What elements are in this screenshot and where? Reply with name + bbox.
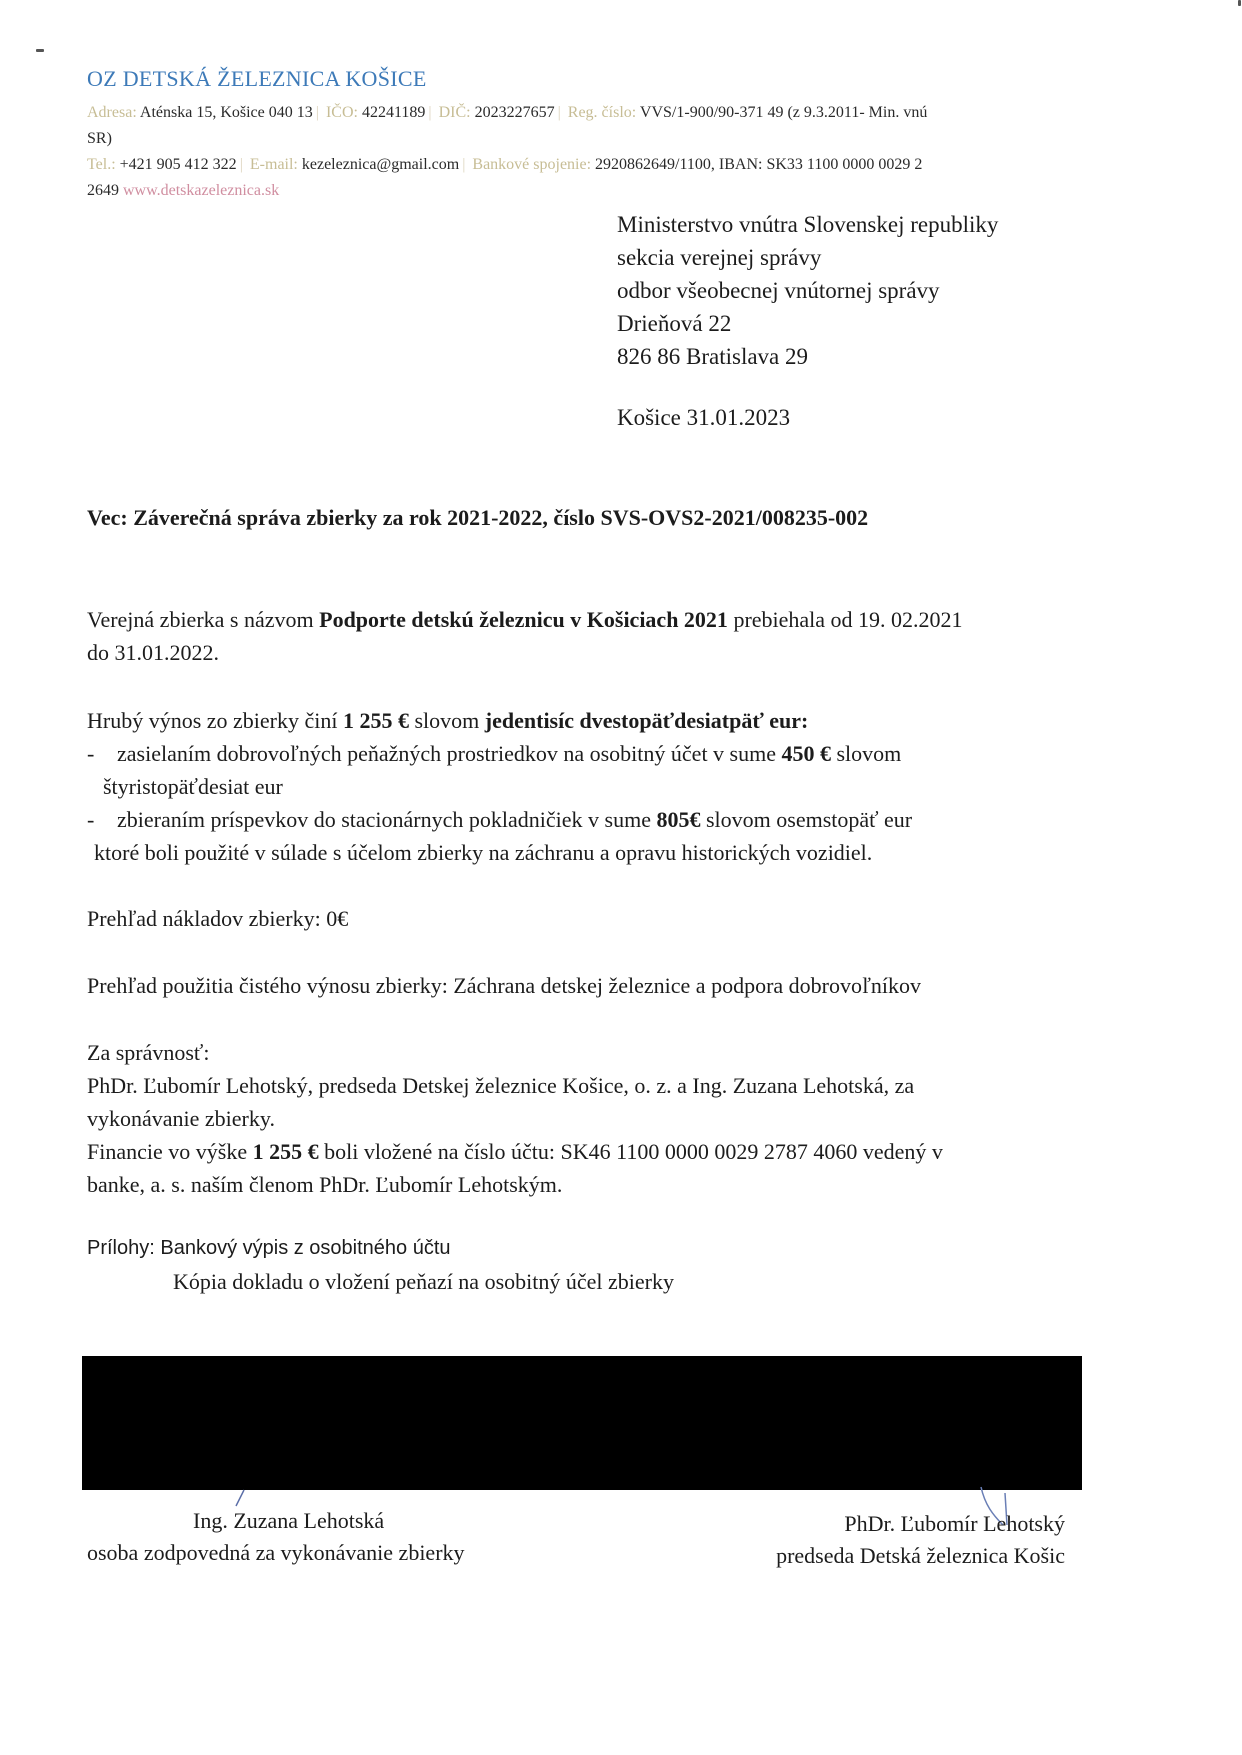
p1-date-end: do 31.01.2022.	[87, 640, 219, 665]
p2-text: Hrubý výnos zo zbierky činí	[87, 708, 343, 733]
reg-value: VVS/1-900/90-371 49 (z 9.3.2011- Min. vnú	[639, 104, 928, 121]
collection-name: Podporte detskú železnicu v Košiciach 2021	[319, 607, 728, 632]
subject-line: Vec: Záverečná správa zbierky za rok 2021-2022, číslo SVS-OVS2-2021/008235-002	[87, 505, 869, 530]
usage-sentence: ktoré boli použité v súlade s účelom zbierky na záchranu a opravu historických vozidiel.	[94, 840, 873, 865]
letterhead-line-4	[87, 178, 1107, 204]
attachments-label: Prílohy: Bankový výpis z osobitného účtu	[87, 1237, 451, 1259]
list-dash: -	[87, 807, 95, 832]
list-item	[87, 803, 1097, 836]
ico-label: IČO:	[325, 104, 358, 121]
address-label: Adresa:	[87, 104, 137, 121]
signer-name: Ing. Zuzana Lehotská	[193, 1508, 385, 1533]
letterhead-line-2	[87, 126, 1107, 152]
item2-text: zbieraním príspevkov do stacionárnych pokladničiek v sume	[117, 807, 657, 832]
recipient-line: Ministerstvo vnútra Slovenskej republiky	[617, 212, 999, 237]
bank-label: Bankové spojenie:	[472, 156, 592, 173]
reg-value-cont: SR)	[87, 130, 112, 147]
recipient-line: Drieňová 22	[617, 311, 732, 336]
deposited-amount: 1 255 €	[252, 1139, 319, 1164]
attachment-item: Kópia dokladu o vložení peňazí na osobitný účel zbierky	[173, 1269, 674, 1294]
scan-speck	[1238, 0, 1241, 6]
item1-amount-words: štyristopäťdesiat eur	[103, 774, 283, 799]
ico-value: 42241189	[361, 104, 426, 121]
redaction-bar	[82, 1356, 1082, 1490]
dic-label: DIČ:	[438, 104, 471, 121]
item1-text: slovom	[831, 741, 902, 766]
address-value: Aténska 15, Košice 040 13	[139, 104, 313, 121]
p1-text: Verejná zbierka s názvom	[87, 607, 320, 632]
item1-amount: 450 €	[781, 741, 831, 766]
resp-text: vykonávanie zbierky.	[87, 1106, 275, 1131]
website-link[interactable]: www.detskazeleznica.sk	[123, 182, 280, 199]
signer-role: predseda Detská železnica Košic	[776, 1543, 1065, 1568]
list-dash: -	[87, 741, 95, 766]
reg-label: Reg. číslo:	[567, 104, 637, 121]
tel-label: Tel.:	[87, 156, 116, 173]
signer-name: PhDr. Ľubomír Lehotský	[844, 1511, 1065, 1536]
item2-text: slovom osemstopäť eur	[700, 807, 913, 832]
net-income-usage: Prehľad použitia čistého výnosu zbierky: Záchrana detskej železnice a podpora dobrovoľníkov	[87, 973, 922, 998]
recipient-line: sekcia verejnej správy	[617, 245, 822, 270]
recipient-line: odbor všeobecnej vnútornej správy	[617, 278, 940, 303]
letterhead-line-3: Tel.: +421 905 412 322 | E-mail: kezeleznica@gmail.com | Bankové spojenie: 2920862649/1100, IBAN: SK33 1100 0000 0029 2	[87, 156, 923, 173]
item1-text: zasielaním dobrovoľných peňažných prostriedkov na osobitný účet v sume	[117, 741, 782, 766]
p2-text: slovom	[409, 708, 485, 733]
resp-text: PhDr. Ľubomír Lehotský, predseda Detskej železnice Košice, o. z. a Ing. Zuzana Lehotská, za	[87, 1073, 915, 1098]
resp-heading: Za správnosť:	[87, 1040, 210, 1065]
email-label: E-mail:	[249, 156, 298, 173]
gross-amount-words: jedentisíc dvestopäťdesiatpäť eur:	[484, 708, 809, 733]
bank-value: 2920862649/1100, IBAN: SK33 1100 0000 0029 2	[595, 156, 923, 173]
email-value: kezeleznica@gmail.com	[301, 156, 460, 173]
responsibility-paragraph	[87, 1036, 1097, 1201]
recipient-address	[617, 208, 998, 373]
signature-left	[87, 1505, 465, 1569]
p1-date-start: prebiehala od 19. 02.2021	[727, 607, 963, 632]
attachments	[87, 1232, 1097, 1298]
signer-role: osoba zodpovedná za vykonávanie zbierky	[87, 1540, 465, 1565]
account-number-text: boli vložené na číslo účtu: SK46 1100 0000 0029 2787 4060 vedený v	[318, 1139, 943, 1164]
list-item	[87, 737, 1097, 770]
org-name: OZ DETSKÁ ŽELEZNICA KOŠICE	[87, 66, 427, 91]
gross-amount: 1 255 €	[343, 708, 409, 733]
resp-text: Financie vo výške	[87, 1139, 253, 1164]
recipient-line: 826 86 Bratislava 29	[617, 344, 808, 369]
dic-value: 2023227657	[474, 104, 555, 121]
scan-speck	[36, 49, 44, 52]
item2-amount: 805€	[656, 807, 701, 832]
tel-value: +421 905 412 322	[119, 156, 237, 173]
letterhead-line-1: Adresa: Aténska 15, Košice 040 13 | IČO: 42241189 | DIČ: 2023227657 | Reg. číslo: VVS/1-900/90-371 49 (z 9.3.2011- Min. vnú	[87, 104, 928, 121]
bank-value-cont: 2649	[87, 182, 119, 199]
collection-period-paragraph	[87, 603, 1097, 669]
costs-overview: Prehľad nákladov zbierky: 0€	[87, 906, 349, 931]
signature-right	[735, 1508, 1065, 1572]
letter-date: Košice 31.01.2023	[617, 405, 791, 430]
gross-income-paragraph	[87, 704, 1097, 869]
resp-text: banke, a. s. naším členom PhDr. Ľubomír Lehotským.	[87, 1172, 563, 1197]
